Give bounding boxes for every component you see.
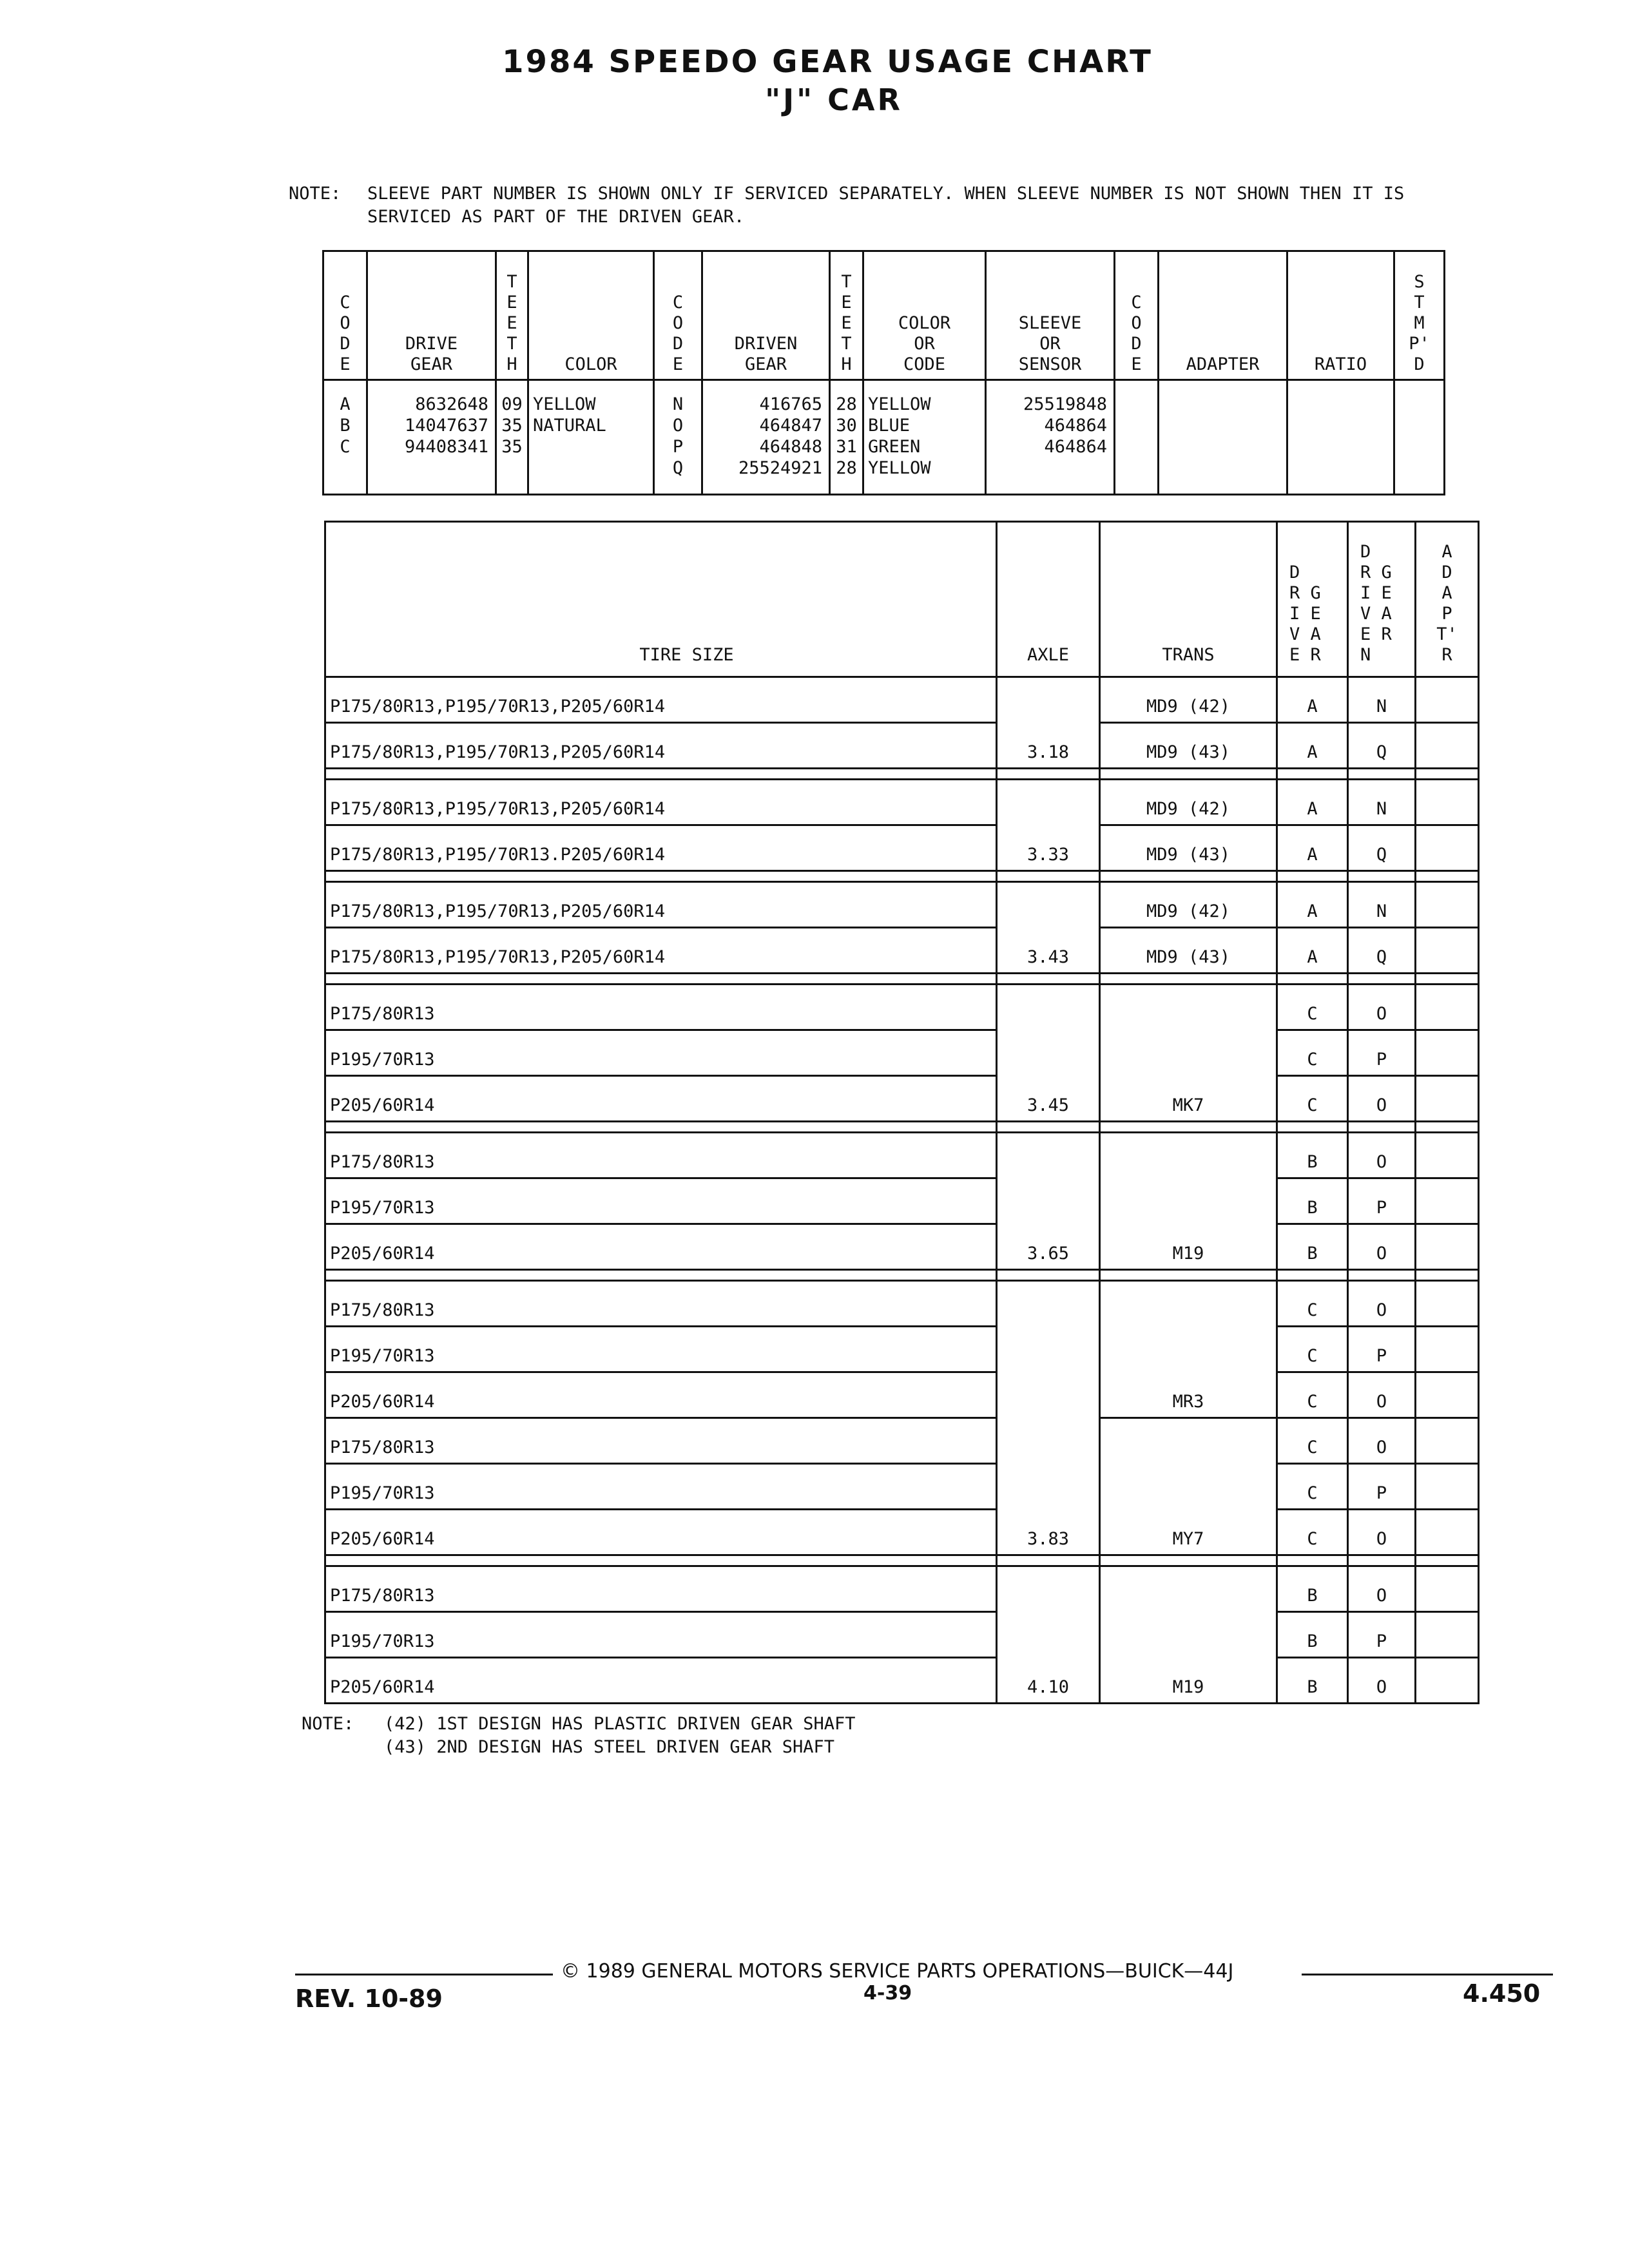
driven-colors: YELLOW BLUE GREEN YELLOW [863, 380, 986, 495]
tire-size-cell: P205/60R14 [325, 1224, 997, 1270]
header-teeth-driven: T E E T H [830, 251, 863, 380]
driven-gear-cell: P [1348, 1178, 1416, 1224]
header-code-driven: C O D E [654, 251, 702, 380]
trans-cell: M19 [1100, 1566, 1277, 1704]
axle-cell: 3.18 [997, 677, 1100, 769]
header-drive-gear: DRIVE GEAR [367, 251, 496, 380]
drive-teeth: 09 35 35 [496, 380, 528, 495]
tire-size-cell: P175/80R13,P195/70R13.P205/60R14 [325, 825, 997, 871]
separator-cell [1416, 1122, 1479, 1133]
adapter-cell [1416, 1178, 1479, 1224]
top-note-line-2: SERVICED AS PART OF THE DRIVEN GEAR. [367, 207, 745, 227]
adapter-cell [1416, 1612, 1479, 1658]
table-row [325, 1327, 1479, 1372]
drive-colors: YELLOW NATURAL [528, 380, 654, 495]
separator-cell [1416, 1270, 1479, 1281]
drive-gear-cell: A [1277, 825, 1348, 871]
table-row [325, 1133, 1479, 1178]
tire-size-cell: P175/80R13,P195/70R13,P205/60R14 [325, 723, 997, 769]
separator-cell [325, 1555, 997, 1566]
group-separator [325, 1122, 1479, 1133]
adapter-cell [1416, 985, 1479, 1030]
trans-cell: MR3 [1100, 1281, 1277, 1418]
footer-revision: REV. 10-89 [295, 1984, 443, 2013]
adapter-cell [1416, 1133, 1479, 1178]
table-row [325, 1658, 1479, 1704]
axle-cell: 3.45 [997, 985, 1100, 1122]
top-note [289, 182, 1577, 234]
driven-teeth: 28 30 31 28 [830, 380, 863, 495]
separator-cell [1100, 974, 1277, 985]
drive-gear-numbers: 8632648 14047637 94408341 [367, 380, 496, 495]
separator-cell [1100, 1555, 1277, 1566]
separator-cell [1277, 1555, 1348, 1566]
tire-size-cell: P205/60R14 [325, 1658, 997, 1704]
trans-cell: M19 [1100, 1133, 1277, 1270]
driven-gear-cell: O [1348, 1076, 1416, 1122]
table-row [325, 1566, 1479, 1612]
driven-gear-cell: P [1348, 1612, 1416, 1658]
header-axle: AXLE [997, 522, 1100, 677]
header-adapter: A D A P T' R [1416, 522, 1479, 677]
header-trans: TRANS [1100, 522, 1277, 677]
table-row [325, 677, 1479, 723]
header-teeth: T E E T H [496, 251, 528, 380]
trans-cell: MD9 (43) [1100, 928, 1277, 974]
axle-cell: 3.83 [997, 1281, 1100, 1555]
axle-cell: 3.43 [997, 882, 1100, 974]
tire-size-cell: P195/70R13 [325, 1030, 997, 1076]
footer-rule-right [1302, 1974, 1553, 1975]
header-code: C O D E [323, 251, 367, 380]
bottom-note [302, 1713, 1268, 1764]
trans-cell: MK7 [1100, 985, 1277, 1122]
table-row [325, 1224, 1479, 1270]
adapter-cell [1416, 1327, 1479, 1372]
separator-cell [1416, 871, 1479, 882]
top-note-line-1: SLEEVE PART NUMBER IS SHOWN ONLY IF SERVICED SEPARATELY. WHEN SLEEVE NUMBER IS NOT SHOWN THEN IT IS [367, 184, 1405, 204]
driven-gear-cell: O [1348, 1372, 1416, 1418]
trans-cell: MD9 (43) [1100, 825, 1277, 871]
separator-cell [1277, 1122, 1348, 1133]
adapter-cell [1416, 928, 1479, 974]
separator-cell [1100, 1270, 1277, 1281]
separator-cell [1100, 1122, 1277, 1133]
header-code-adapter: C O D E [1115, 251, 1159, 380]
trans-cell: MD9 (42) [1100, 882, 1277, 928]
separator-cell [997, 769, 1100, 780]
footer-section-number: 4.450 [1463, 1979, 1541, 2008]
header-ratio: RATIO [1287, 251, 1394, 380]
tire-size-cell: P175/80R13,P195/70R13,P205/60R14 [325, 677, 997, 723]
table-row [325, 882, 1479, 928]
separator-cell [1100, 769, 1277, 780]
drive-gear-cell: A [1277, 723, 1348, 769]
table-row [325, 928, 1479, 974]
table-row [325, 1178, 1479, 1224]
adapter-cell [1416, 1510, 1479, 1555]
adapter-cell [1416, 1464, 1479, 1510]
adapter-cell [1416, 1658, 1479, 1704]
drive-gear-cell: C [1277, 1327, 1348, 1372]
drive-gear-cell: B [1277, 1178, 1348, 1224]
gear-code-table [322, 250, 1445, 495]
axle-cell: 3.33 [997, 780, 1100, 871]
table-row [325, 1372, 1479, 1418]
driven-gear-cell: O [1348, 1281, 1416, 1327]
trans-cell: MD9 (43) [1100, 723, 1277, 769]
table-row [325, 723, 1479, 769]
driven-gear-numbers: 416765 464847 464848 25524921 [702, 380, 830, 495]
driven-gear-cell: N [1348, 677, 1416, 723]
drive-gear-cell: B [1277, 1224, 1348, 1270]
adapter-cell [1416, 1566, 1479, 1612]
header-color: COLOR [528, 251, 654, 380]
group-separator [325, 769, 1479, 780]
header-color-or-code: COLOR OR CODE [863, 251, 986, 380]
header-driven-gear: D R G I E V A E R N [1348, 522, 1416, 677]
separator-cell [1348, 769, 1416, 780]
adapter-cell [1416, 1372, 1479, 1418]
page-subtitle: "J" CAR [765, 82, 903, 117]
drive-gear-cell: B [1277, 1133, 1348, 1178]
adapter-cell [1416, 677, 1479, 723]
separator-cell [1348, 1270, 1416, 1281]
drive-gear-cell: A [1277, 882, 1348, 928]
tire-size-cell: P175/80R13 [325, 1133, 997, 1178]
separator-cell [1277, 1270, 1348, 1281]
header-stmpd: S T M P' D [1394, 251, 1445, 380]
tire-size-cell: P195/70R13 [325, 1612, 997, 1658]
separator-cell [1277, 769, 1348, 780]
driven-codes: N O P Q [654, 380, 702, 495]
separator-cell [325, 1270, 997, 1281]
tire-size-cell: P195/70R13 [325, 1464, 997, 1510]
separator-cell [325, 974, 997, 985]
separator-cell [997, 1270, 1100, 1281]
sleeve-numbers: 25519848 464864 464864 [986, 380, 1115, 495]
drive-gear-cell: A [1277, 928, 1348, 974]
bottom-note-line-2: (43) 2ND DESIGN HAS STEEL DRIVEN GEAR SHAFT [384, 1737, 834, 1757]
driven-gear-cell: O [1348, 1566, 1416, 1612]
adapter-cell [1416, 882, 1479, 928]
table-row [325, 1281, 1479, 1327]
tire-size-cell: P175/80R13 [325, 1418, 997, 1464]
separator-cell [1416, 769, 1479, 780]
driven-gear-cell: O [1348, 1658, 1416, 1704]
page-title: 1984 SPEEDO GEAR USAGE CHART [502, 44, 1153, 80]
tire-size-cell: P205/60R14 [325, 1372, 997, 1418]
drive-gear-cell: A [1277, 677, 1348, 723]
adapter-empty [1159, 380, 1287, 495]
top-note-label: NOTE: [289, 184, 342, 204]
tire-size-cell: P195/70R13 [325, 1178, 997, 1224]
footer-page-number: 4-39 [863, 1982, 912, 2004]
separator-cell [1348, 1555, 1416, 1566]
driven-gear-cell: P [1348, 1464, 1416, 1510]
driven-gear-cell: Q [1348, 928, 1416, 974]
tire-size-cell: P175/80R13,P195/70R13,P205/60R14 [325, 928, 997, 974]
header-tire-size: TIRE SIZE [325, 522, 997, 677]
group-separator [325, 871, 1479, 882]
separator-cell [1100, 871, 1277, 882]
tire-size-cell: P175/80R13 [325, 1566, 997, 1612]
header-sleeve-or-sensor: SLEEVE OR SENSOR [986, 251, 1115, 380]
separator-cell [997, 1122, 1100, 1133]
group-separator [325, 1555, 1479, 1566]
separator-cell [1348, 1122, 1416, 1133]
bottom-note-label: NOTE: [302, 1714, 354, 1734]
adapter-cell [1416, 1224, 1479, 1270]
tire-size-cell: P175/80R13,P195/70R13,P205/60R14 [325, 882, 997, 928]
adapter-cell [1416, 1076, 1479, 1122]
header-adapter: ADAPTER [1159, 251, 1287, 380]
adapter-code-empty [1115, 380, 1159, 495]
separator-cell [1348, 974, 1416, 985]
adapter-cell [1416, 723, 1479, 769]
driven-gear-cell: P [1348, 1327, 1416, 1372]
drive-gear-cell: C [1277, 1281, 1348, 1327]
table-row [325, 1464, 1479, 1510]
tire-size-cell: P195/70R13 [325, 1327, 997, 1372]
drive-gear-cell: C [1277, 1372, 1348, 1418]
driven-gear-cell: O [1348, 985, 1416, 1030]
separator-cell [997, 974, 1100, 985]
table-row [325, 1612, 1479, 1658]
driven-gear-cell: Q [1348, 825, 1416, 871]
table-row [325, 985, 1479, 1030]
separator-cell [1416, 974, 1479, 985]
bottom-note-line-1: (42) 1ST DESIGN HAS PLASTIC DRIVEN GEAR SHAFT [384, 1714, 856, 1734]
separator-cell [325, 871, 997, 882]
axle-cell: 3.65 [997, 1133, 1100, 1270]
tire-size-cell: P205/60R14 [325, 1510, 997, 1555]
drive-gear-cell: C [1277, 1076, 1348, 1122]
driven-gear-cell: Q [1348, 723, 1416, 769]
ratio-empty [1287, 380, 1394, 495]
separator-cell [997, 1555, 1100, 1566]
driven-gear-cell: N [1348, 780, 1416, 825]
trans-cell: MD9 (42) [1100, 780, 1277, 825]
driven-gear-cell: P [1348, 1030, 1416, 1076]
separator-cell [1416, 1555, 1479, 1566]
group-separator [325, 1270, 1479, 1281]
drive-gear-cell: C [1277, 1464, 1348, 1510]
header-driven-gear: DRIVEN GEAR [702, 251, 830, 380]
separator-cell [1277, 974, 1348, 985]
stmpd-empty [1394, 380, 1445, 495]
table-row [325, 1030, 1479, 1076]
tire-usage-table [324, 521, 1480, 1704]
driven-gear-cell: O [1348, 1418, 1416, 1464]
adapter-cell [1416, 1418, 1479, 1464]
drive-gear-cell: B [1277, 1566, 1348, 1612]
separator-cell [325, 769, 997, 780]
table-row [325, 1418, 1479, 1464]
driven-gear-cell: O [1348, 1224, 1416, 1270]
separator-cell [1348, 871, 1416, 882]
header-drive-gear: D R G I E V A E R [1277, 522, 1348, 677]
drive-gear-cell: C [1277, 1510, 1348, 1555]
drive-gear-cell: C [1277, 1030, 1348, 1076]
drive-gear-cell: B [1277, 1658, 1348, 1704]
table-row [325, 825, 1479, 871]
tire-size-cell: P205/60R14 [325, 1076, 997, 1122]
tire-size-cell: P175/80R13 [325, 985, 997, 1030]
separator-cell [1277, 871, 1348, 882]
adapter-cell [1416, 1030, 1479, 1076]
footer-rule-left [295, 1974, 553, 1975]
separator-cell [325, 1122, 997, 1133]
drive-gear-cell: B [1277, 1612, 1348, 1658]
adapter-cell [1416, 825, 1479, 871]
axle-cell: 4.10 [997, 1566, 1100, 1704]
drive-gear-cell: C [1277, 985, 1348, 1030]
table-row [325, 780, 1479, 825]
driven-gear-cell: N [1348, 882, 1416, 928]
table-row [325, 1510, 1479, 1555]
drive-gear-cell: C [1277, 1418, 1348, 1464]
trans-cell: MY7 [1100, 1418, 1277, 1555]
driven-gear-cell: O [1348, 1510, 1416, 1555]
drive-codes: A B C [323, 380, 367, 495]
adapter-cell [1416, 1281, 1479, 1327]
tire-size-cell: P175/80R13,P195/70R13,P205/60R14 [325, 780, 997, 825]
trans-cell: MD9 (42) [1100, 677, 1277, 723]
table-row [325, 1076, 1479, 1122]
group-separator [325, 974, 1479, 985]
tire-size-cell: P175/80R13 [325, 1281, 997, 1327]
driven-gear-cell: O [1348, 1133, 1416, 1178]
adapter-cell [1416, 780, 1479, 825]
footer-copyright: © 1989 GENERAL MOTORS SERVICE PARTS OPERATIONS—BUICK—44J [561, 1960, 1234, 1983]
separator-cell [997, 871, 1100, 882]
drive-gear-cell: A [1277, 780, 1348, 825]
